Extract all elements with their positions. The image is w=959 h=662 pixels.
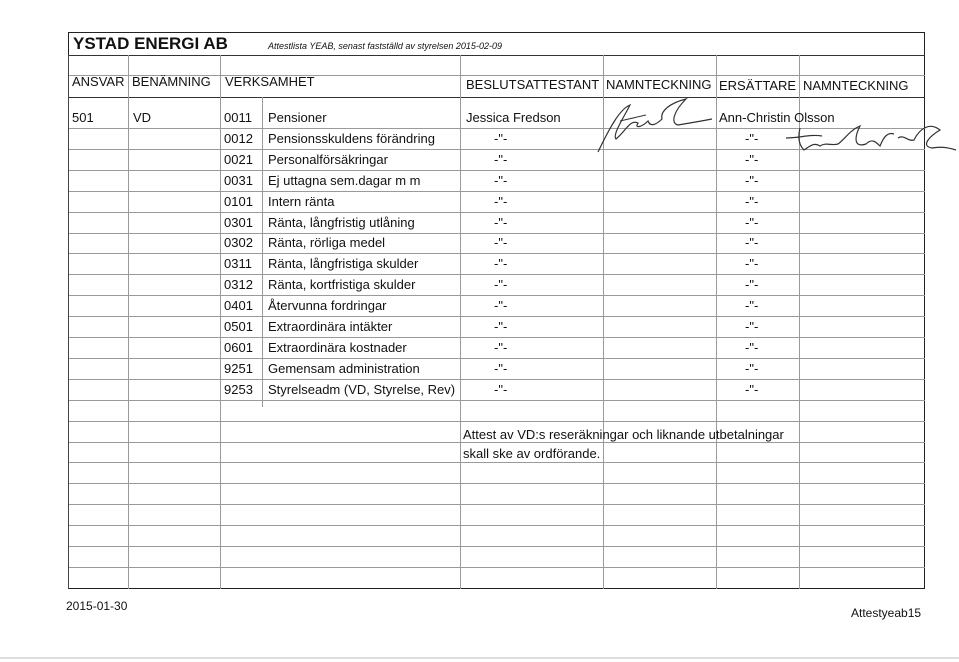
verksamhet-name: Ränta, långfristiga skulder xyxy=(268,256,419,271)
header-namnteckning: NAMNTECKNING xyxy=(606,77,712,92)
ersattare-name: -"- xyxy=(745,215,759,230)
ersattare-name: -"- xyxy=(745,340,759,355)
grid-line xyxy=(68,274,925,275)
ersattare-name: -"- xyxy=(745,173,759,188)
verksamhet-name: Ej uttagna sem.dagar m m xyxy=(268,173,421,188)
verksamhet-name: Ränta, långfristig utlåning xyxy=(268,215,415,230)
verksamhet-code: 0312 xyxy=(224,277,253,292)
beslutsattestant-name: Jessica Fredson xyxy=(466,110,561,125)
col-divider xyxy=(262,97,263,407)
grid-line xyxy=(68,253,925,254)
beslutsattestant-name: -"- xyxy=(494,319,508,334)
grid-line xyxy=(68,191,925,192)
verksamhet-name: Gemensam administration xyxy=(268,361,420,376)
verksamhet-code: 0012 xyxy=(224,131,253,146)
grid-line xyxy=(68,525,925,526)
verksamhet-name: Pensioner xyxy=(268,110,327,125)
benamning-value: VD xyxy=(133,110,152,125)
ersattare-name: -"- xyxy=(745,152,759,167)
ersattare-name: -"- xyxy=(745,277,759,292)
ersattare-name: -"- xyxy=(745,319,759,334)
ersattare-name: -"- xyxy=(745,361,759,376)
beslutsattestant-name: -"- xyxy=(494,194,508,209)
beslutsattestant-name: -"- xyxy=(494,382,508,397)
grid-line xyxy=(68,212,925,213)
header-divider xyxy=(68,97,925,98)
grid-line xyxy=(68,567,925,568)
beslutsattestant-name: -"- xyxy=(494,361,508,376)
beslutsattestant-name: -"- xyxy=(494,256,508,271)
verksamhet-name: Personalförsäkringar xyxy=(268,152,388,167)
verksamhet-name: Återvunna fordringar xyxy=(268,298,387,313)
grid-line xyxy=(68,483,925,484)
attestant-signature xyxy=(590,97,720,157)
grid-line xyxy=(68,504,925,505)
verksamhet-name: Ränta, rörliga medel xyxy=(268,235,386,250)
verksamhet-code: 0401 xyxy=(224,298,253,313)
verksamhet-code: 0101 xyxy=(224,194,253,209)
ersattare-name: -"- xyxy=(745,382,759,397)
header-ansvar: ANSVAR xyxy=(72,74,125,89)
verksamhet-code: 0301 xyxy=(224,215,253,230)
company-name: YSTAD ENERGI AB xyxy=(73,34,228,53)
beslutsattestant-name: -"- xyxy=(494,340,508,355)
grid-line xyxy=(68,358,925,359)
verksamhet-code: 0501 xyxy=(224,319,253,334)
grid-line xyxy=(68,379,925,380)
col-divider xyxy=(128,55,129,589)
footer-date: 2015-01-30 xyxy=(66,599,128,613)
verksamhet-code: 0021 xyxy=(224,152,253,167)
header-namnteckning-ersattare: NAMNTECKNING xyxy=(803,78,909,93)
grid-line xyxy=(68,170,925,171)
beslutsattestant-name: -"- xyxy=(494,173,508,188)
verksamhet-name: Styrelseadm (VD, Styrelse, Rev) xyxy=(268,382,456,397)
verksamhet-code: 0302 xyxy=(224,235,253,250)
grid-line xyxy=(68,233,925,234)
beslutsattestant-name: -"- xyxy=(494,235,508,250)
grid-line xyxy=(68,295,925,296)
verksamhet-code: 0011 xyxy=(224,110,252,125)
beslutsattestant-name: -"- xyxy=(494,277,508,292)
page-bottom-edge xyxy=(0,657,959,659)
ersattare-name: -"- xyxy=(745,235,759,250)
grid-line xyxy=(68,421,925,422)
footer-document-name: Attestyeab15 xyxy=(851,606,922,620)
verksamhet-code: 0031 xyxy=(224,173,253,188)
verksamhet-code: 9251 xyxy=(224,361,253,376)
grid-line xyxy=(68,316,925,317)
grid-line xyxy=(68,337,925,338)
verksamhet-name: Extraordinära kostnader xyxy=(268,340,407,355)
header-benamning: BENÄMNING xyxy=(132,74,211,89)
ersattare-name: -"- xyxy=(745,194,759,209)
note-text: Attest av VD:s reseräkningar och liknande utbetalningar skall ske av ordförande. xyxy=(463,427,784,461)
beslutsattestant-name: -"- xyxy=(494,131,508,146)
title-divider xyxy=(68,55,925,56)
verksamhet-name: Intern ränta xyxy=(268,194,335,209)
header-ersattare: ERSÄTTARE xyxy=(719,78,797,93)
grid-line xyxy=(68,400,925,401)
verksamhet-code: 0311 xyxy=(224,256,252,271)
col-divider xyxy=(460,55,461,589)
beslutsattestant-name: -"- xyxy=(494,215,508,230)
beslutsattestant-name: -"- xyxy=(494,298,508,313)
verksamhet-name: Extraordinära intäkter xyxy=(268,319,393,334)
header-beslutsattestant: BESLUTSATTESTANT xyxy=(466,77,600,92)
beslutsattestant-name: -"- xyxy=(494,152,508,167)
col-divider xyxy=(68,55,69,589)
verksamhet-code: 0601 xyxy=(224,340,253,355)
header-verksamhet: VERKSAMHET xyxy=(225,74,315,89)
ersattare-name: -"- xyxy=(745,298,759,313)
ersattare-name: -"- xyxy=(745,256,759,271)
verksamhet-code: 9253 xyxy=(224,382,253,397)
ersattare-name: Ann-Christin Olsson xyxy=(719,110,835,125)
ersattare-signature xyxy=(780,116,958,160)
ansvar-value: 501 xyxy=(72,110,94,125)
verksamhet-name: Pensionsskuldens förändring xyxy=(268,131,435,146)
col-divider xyxy=(220,55,221,589)
list-subtitle: Attestlista YEAB, senast fastställd av styrelsen 2015-02-09 xyxy=(268,41,502,51)
verksamhet-name: Ränta, kortfristiga skulder xyxy=(268,277,416,292)
ersattare-name: -"- xyxy=(745,131,759,146)
grid-line xyxy=(68,546,925,547)
